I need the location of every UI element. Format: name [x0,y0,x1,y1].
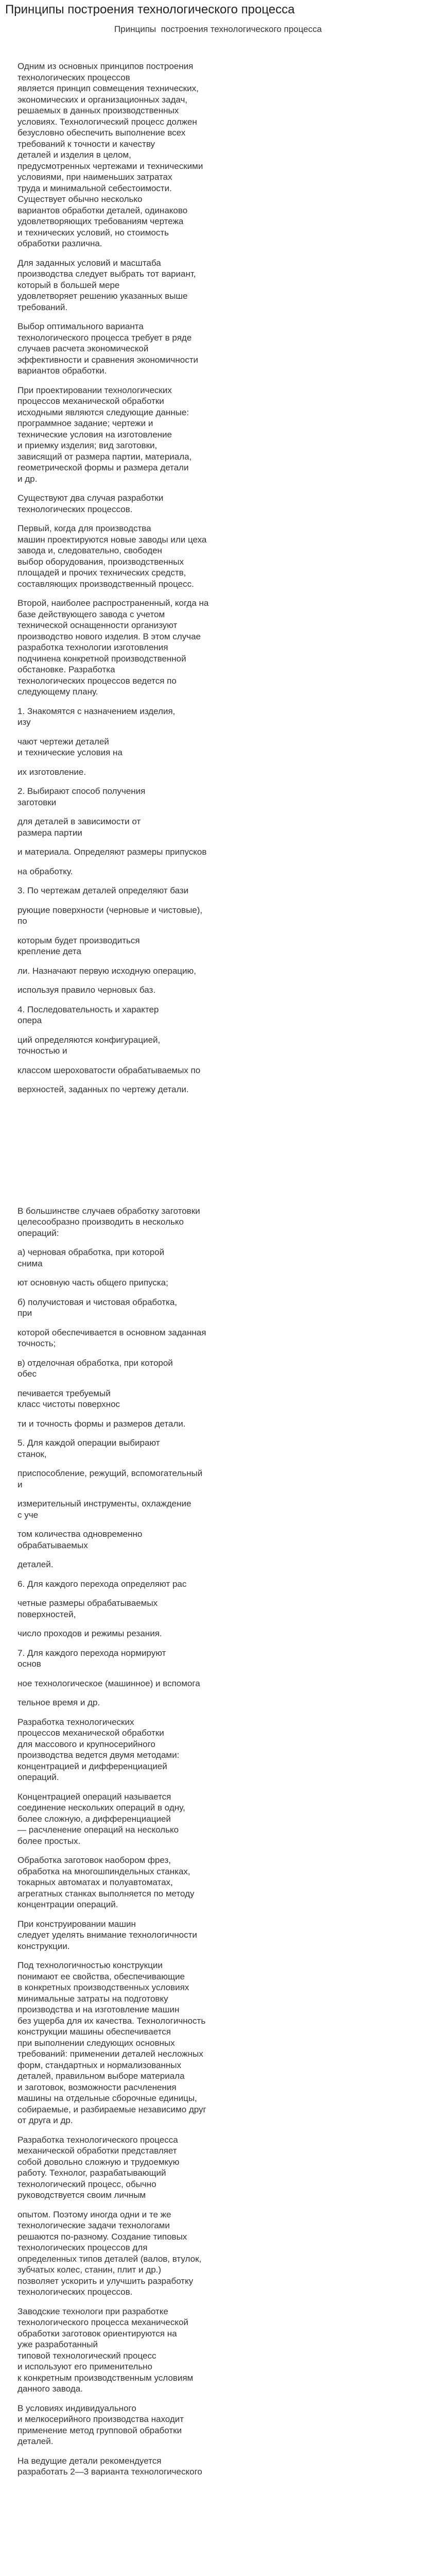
step-line: 5. Для каждой операции выбирают станок, [18,1438,160,1459]
step-line: 2. Выбирают способ получения заготовки [18,786,146,807]
step-line: и материала. Определяют размеры припусков [18,847,207,857]
step-line: 1. Знакомятся с назначением изделия, изу [18,706,176,727]
list-line: печивается требуемый класс чистоты поверхнос [18,1388,120,1409]
paragraph: Первый, когда для производства машин проектируются новые заводы или цеха завода и, следовательно, свободен выбор оборудования, производственных площадей и прочих технических средств, составляющих производственный процесс. [18,523,207,589]
paragraph: Под технологичностью конструкции понимают ее свойства, обеспечивающие в конкретных производственных условиях минимальные затраты на подготовку производства и на изготовление машин без ущерба для их качества. Технологичность конструкции машины обеспечивается при выполнении следующих основных требований: применении деталей несложных форм, стандартных и нормализованных деталей, правильном выборе материала и заготовок, возможности расчленения машины на отдельные сборочные единицы, собираемые, и разбираемые независимо друг от друга и др. [18,1960,206,2125]
step-line: их изготовление. [18,767,86,777]
list-line: в) отделочная обработка, при которой обес [18,1358,173,1379]
paragraph: опытом. Поэтому иногда одни и те же технологические задачи технологами решаются по-разному. Создание типовых технологических процессов для определенных типов деталей (валов, втулок, зубчатых колес, станин, плит и др.) позволяет ускорить и улучшить разработку технологических процессов. [18,2209,202,2297]
paragraph: На ведущие детали рекомендуется разработать 2—3 варианта технологического [18,2455,202,2477]
step-line: чают чертежи деталей и технические условия на [18,736,123,757]
list-line: ют основную часть общего припуска; [18,1278,168,1287]
paragraph: В большинстве случаев обработку заготовки целесообразно производить в несколько операций: [18,1206,200,1238]
paragraph: Разработка технологических процессов механической обработки для массового и крупносерийного производства ведется двумя методами: концентрацией и дифференциацией операций. [18,1717,180,1782]
step-line: деталей. [18,1560,54,1569]
paragraph: Обработка заготовок наобором фрез, обработка на многошпиндельных станках, токарных автоматах и полуавтоматах, агрегатных станках выполняется по методу концентрации операций. [18,1855,195,1909]
step-line: классом шероховатости обрабатываемых по [18,1065,201,1075]
step-line: 4. Последовательность и характер опера [18,1004,159,1025]
paragraph: Второй, наиболее распространенный, когда на базе действующего завода с учетом технической оснащенности организуют производство нового изделия. В этом случае разработка технологии изготовления подчинена конкретной производственной обстановке. Разработка технологических процессов ведется по следующему плану. [18,598,209,697]
article-body [18,61,275,2486]
document-heading: Принципы построения технологического процесса [114,24,322,34]
step-line: рующие поверхности (черновые и чистовые), по [18,905,203,926]
list-line: которой обеспечивается в основном заданная точность; [18,1327,206,1348]
step-line: четные размеры обрабатываемых поверхностей, [18,1598,158,1619]
site-title: Принципы построения технологического процесса [5,3,295,16]
paragraph: Для заданных условий и масштаба производства следует выбрать тот вариант, который в большей мере удовлетворяет решению указанных выше требований. [18,258,196,312]
paragraph: При проектировании технологических процессов механической обработки исходными являются следующие данные: программное задание; чертежи и технические условия на изготовление и приемку изделия; вид заготовки, зависящий от размера партии, материала, геометрической формы и размера детали и др. [18,385,192,484]
step-line: измерительный инструменты, охлаждение с уче [18,1499,191,1520]
step-line: тельное время и др. [18,1698,100,1707]
paragraph: Существуют два случая разработки технологических процессов. [18,493,164,514]
paragraph: При конструировании машин следует уделять внимание технологичности конструкции. [18,1919,197,1951]
paragraph: Заводские технологи при разработке технологического процесса механической обработки заготовок ориентируются на уже разработанный типовой технологический процесс и используют его применительно к конкретным производственным условиям данного завода. [18,2306,194,2394]
step-line: число проходов и режимы резания. [18,1629,162,1638]
step-line: 3. По чертежам деталей определяют бази [18,886,189,895]
list-line: ти и точность формы и размеров детали. [18,1418,186,1429]
paragraph: Концентрацией операций называется соединение нескольких операций в одну, более сложную, а дифференциацией — расчленение операций на несколько более простых. [18,1791,185,1846]
step-line: ное технологическое (машинное) и вспомога [18,1678,200,1688]
step-line: том количества одновременно обрабатываемых [18,1529,143,1550]
step-line: верхностей, заданных по чертежу детали. [18,1084,189,1094]
step-line: используя правило черновых баз. [18,985,156,995]
list-line: а) черновая обработка, при которой снима [18,1247,165,1268]
step-line: для деталей в зависимости от размера партии [18,817,141,838]
step-line: 7. Для каждого перехода нормируют основ [18,1648,166,1669]
step-line: приспособление, режущий, вспомогательный и [18,1468,203,1489]
list-line: б) получистовая и чистовая обработка, при [18,1297,177,1318]
paragraph: Выбор оптимального варианта технологического процесса требует в ряде случаев расчета экономической эффективности и сравнения экономичности вариантов обработки. [18,321,198,376]
step-line: 6. Для каждого перехода определяют рас [18,1579,187,1589]
step-line: ли. Назначают первую исходную операцию, [18,965,197,976]
step-line: на обработку. [18,866,73,876]
paragraph: Одним из основных принципов построения технологических процессов является принцип совмещения технических, экономических и организационных задач, решаемых в данных производственных условиях. Технологический процесс должен безусловно обеспечить выполнение всех требований к точности и качеству деталей и изделия в целом, предусмотренных чертежами и техническими условиями, при наименьших затратах труда и минимальной себестоимости. Существует обычно несколько вариантов обработки деталей, одинаково удовлетворяющих требованиям чертежа и технических условий, но стоимость обработки различна. [18,61,203,248]
step-line: ций определяются конфигурацией, точностью и [18,1035,161,1056]
blank-space [18,1104,275,1206]
paragraph: В условиях индивидуального и мелкосерийного производства находит применение метод групповой обработки деталей. [18,2403,184,2446]
step-line: которым будет производиться крепление дета [18,935,140,956]
paragraph: Разработка технологического процесса механической обработки представляет собой довольно сложную и трудоемкую работу. Технолог, разрабатывающий технологический процесс, обычно руководствуется своим личным [18,2134,180,2200]
